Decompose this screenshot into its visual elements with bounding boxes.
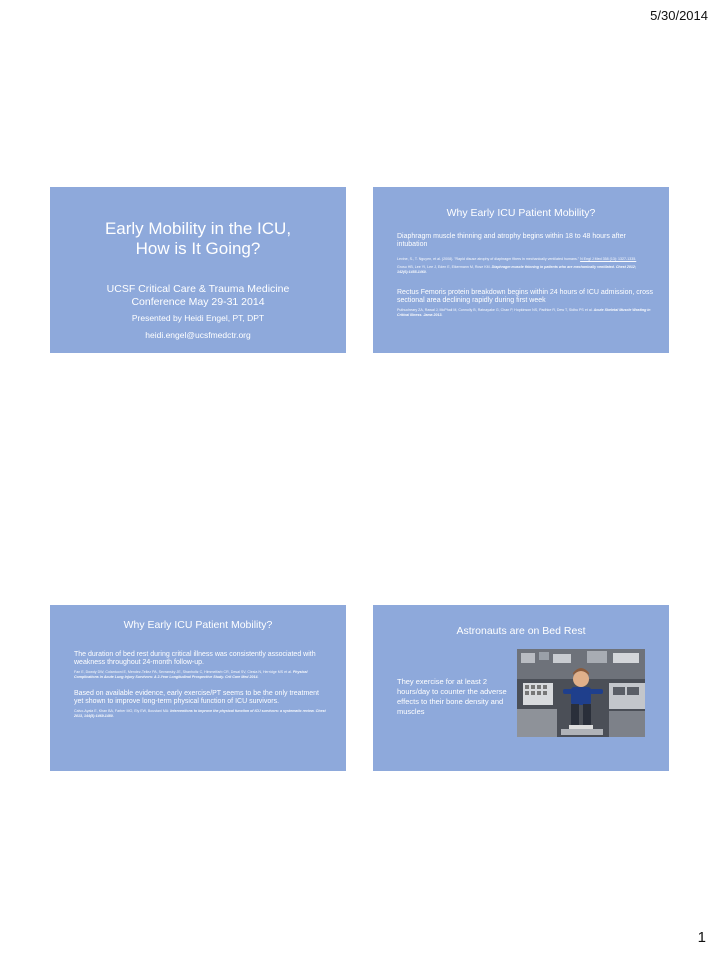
slide-4-title: Astronauts are on Bed Rest <box>456 625 586 637</box>
slide-1-subtitle <box>50 283 346 342</box>
title-line-1: Early Mobility in the ICU, <box>104 219 292 238</box>
slide-2-body <box>397 233 653 318</box>
title-line-2: How is It Going? <box>135 239 261 258</box>
email: heidi.engel@ucsfmedctr.org <box>145 330 251 340</box>
slide-2-ref-1a: Levine, S., T. Nguyen, et al. (2008). "Rapid disuse atrophy of diaphragm fibers in mechanically ventilated humans." N Engl J Med 358 (13): 1327-1335. <box>397 257 637 261</box>
slide-2-title: Why Early ICU Patient Mobility? <box>446 207 596 219</box>
slide-3-ref-1: Fan E, Dowdy DW, Colantuoni E, Mendez-Tellez PA, Sevransky JE, Shanholtz C, Himmelfarb CR, Desai SV, Ciesla N, Herridge MS et al. Physical Complications in Acute Lung Injury Survivors: A 2-Year Longitudinal Prospective Study. Crit Care Med 2014. <box>74 670 308 679</box>
slide-2-para-2: Rectus Femoris protein breakdown begins within 24 hours of ICU admission, cross sectional area declining rapidly during first week <box>397 289 654 304</box>
conference-line-2: Conference May 29-31 2014 <box>131 296 265 308</box>
slide-4 <box>373 605 669 771</box>
slide-2-ref-1b: Grosu HB, Lee YI, Lee J, Eden E, Eikermann M, Rose KM. Diaphragm muscle thinning in patients who are mechanically ventilated. Chest 2012; 142(6):1455-1460. <box>397 265 637 274</box>
conference-line-1: UCSF Critical Care & Trauma Medicine <box>106 283 290 295</box>
slide-4-text: They exercise for at least 2 hours/day to counter the adverse effects to their bone density and muscles <box>397 677 507 716</box>
slide-1-heading <box>50 219 346 259</box>
presenter: Presented by Heidi Engel, PT, DPT <box>131 313 265 323</box>
slide-3 <box>50 605 346 771</box>
astronaut-photo <box>517 649 645 737</box>
slide-3-body <box>74 651 330 719</box>
slide-3-ref-2: Calvo-Ayala E, Khan BA, Farber MO, Ely EW, Boustani MA: Interventions to improve the physical function of ICU survivors: a systematic review. Chest 2013, 144(5):1469-1480. <box>74 709 326 718</box>
slide-3-para-2: Based on available evidence, early exercise/PT seems to be the only treatment yet shown to improve long-term physical function of ICU survivors. <box>74 690 320 705</box>
slide-1-title <box>50 187 346 353</box>
slide-3-title: Why Early ICU Patient Mobility? <box>123 619 273 631</box>
slide-2-para-1: Diaphragm muscle thinning and atrophy begins within 18 to 48 hours after intubation <box>397 233 626 248</box>
header-date: 5/30/2014 <box>650 8 708 23</box>
slide-2 <box>373 187 669 353</box>
slide-2-ref-2: Puthucheary ZA, Rawal J, McPhail M, Connolly B, Ratnayake G, Chan P, Hopkinson NS, Padhke R, Dew T, Sidhu PS et al. Acute Skeletal Muscle Wasting in Critical Illness. Jama 2013. <box>397 308 651 317</box>
page-number: 1 <box>697 929 706 946</box>
slide-3-para-1: The duration of bed rest during critical illness was consistently associated with weakness throughout 24-month follow-up. <box>74 651 316 666</box>
